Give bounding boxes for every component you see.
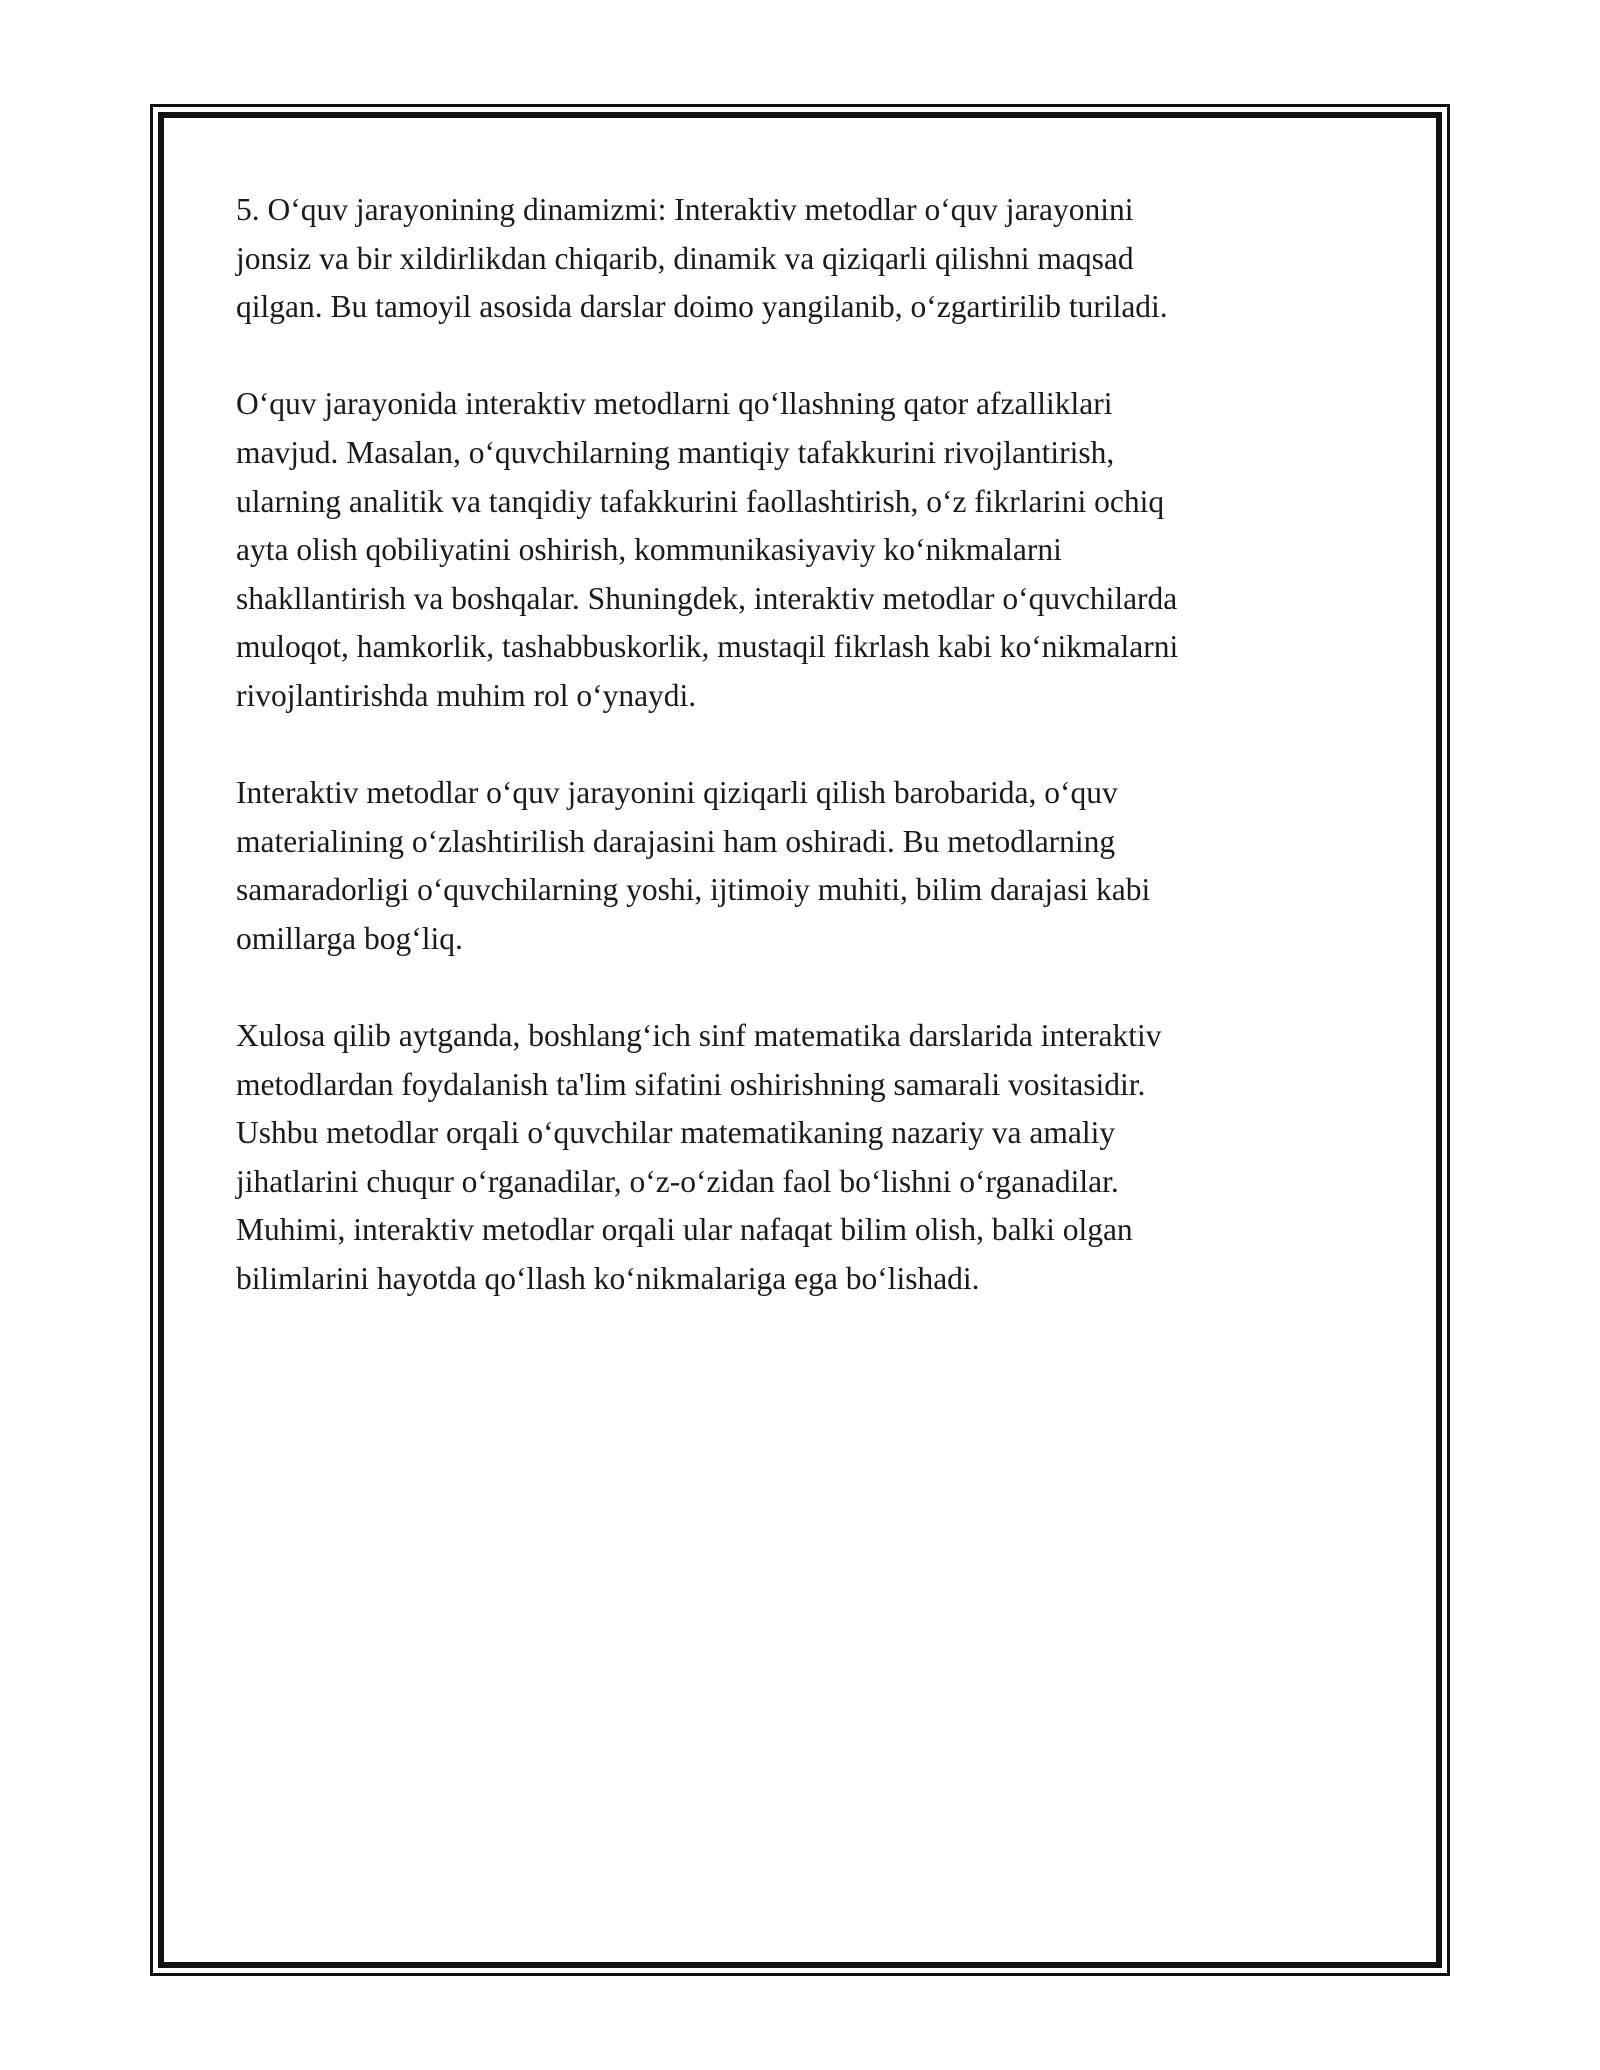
paragraph-conclusion: Xulosa qilib aytganda, boshlang‘ich sinf matematika darslarida interaktiv metodlardan foydalanish ta'lim sifatini oshirishning samarali vositasidir. Ushbu metodlar orqali o‘quvchilar matematikaning nazariy va amaliy jihatlarini chuqur o‘rganadilar, o‘z-o‘zidan faol bo‘lishni o‘rganadilar. Muhimi, interaktiv metodlar orqali ular nafaqat bilim olish, balki olgan bilimlarini hayotda qo‘llash ko‘nikmalariga ega bo‘lishadi. xyxy=(236,1018,1162,1297)
document-body xyxy=(236,186,1366,1352)
paragraph-advantages: O‘quv jarayonida interaktiv metodlarni qo‘llashning qator afzalliklari mavjud. Masalan, o‘quvchilarning mantiqiy tafakkurini rivojlantirish, ularning analitik va tanqidiy tafakkurini faollashtirish, o‘z fikrlarini ochiq ayta olish qobiliyatini oshirish, kommunikasiyaviy ko‘nikmalarni shakllantirish va boshqalar. Shuningdek, interaktiv metodlar o‘quvchilarda muloqot, hamkorlik, tashabbuskorlik, mustaqil fikrlash kabi ko‘nikmalarni rivojlantirishda muhim rol o‘ynaydi. xyxy=(236,386,1179,713)
paragraph-dynamism: 5. O‘quv jarayonining dinamizmi: Interaktiv metodlar o‘quv jarayonini jonsiz va bir xildirlikdan chiqarib, dinamik va qiziqarli qilishni maqsad qilgan. Bu tamoyil asosida darslar doimo yangilanib, o‘zgartirilib turiladi. xyxy=(236,192,1168,325)
paragraph-effectiveness: Interaktiv metodlar o‘quv jarayonini qiziqarli qilish barobarida, o‘quv materialining o‘zlashtirilish darajasini ham oshiradi. Bu metodlarning samaradorligi o‘quvchilarning yoshi, ijtimoiy muhiti, bilim darajasi kabi omillarga bog‘liq. xyxy=(236,775,1151,956)
